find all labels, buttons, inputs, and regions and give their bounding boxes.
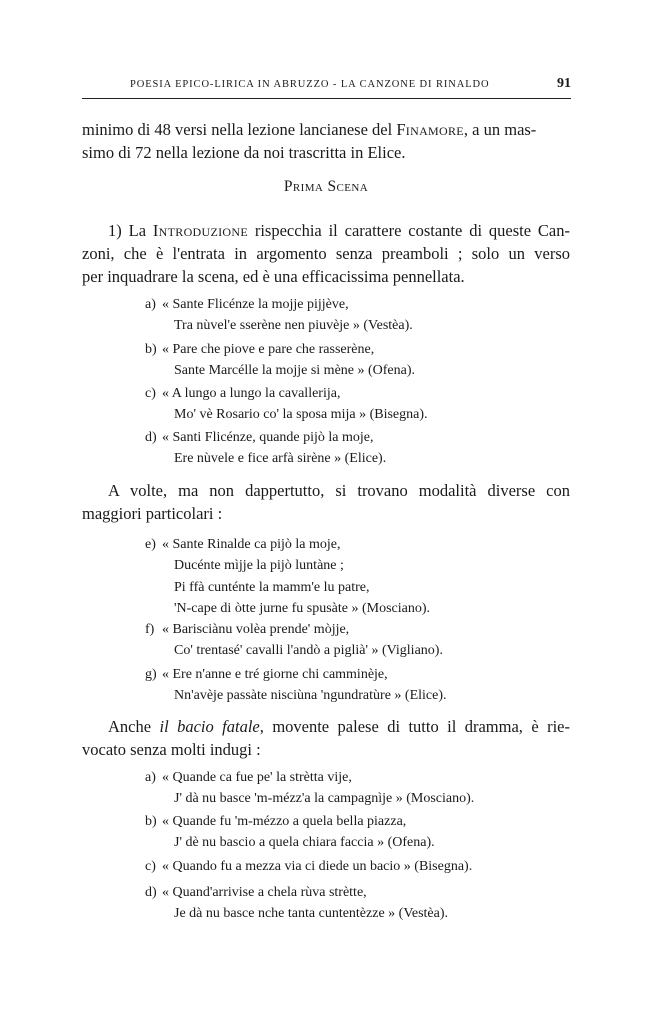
paragraph-line: vocato senza molti indugi : — [82, 740, 261, 759]
paragraph-line: A volte, ma non dappertutto, si trovano modalità diverse con — [108, 481, 570, 500]
verse-line: Mo' vè Rosario co' la sposa mija » (Bisegna). — [174, 407, 428, 423]
running-header — [82, 76, 571, 99]
verse-line: « Sante Flicénze la mojje pijjève, — [162, 297, 349, 312]
verse-line: Je dà nu basce nche tanta cuntentèzze » (Vestèa). — [174, 906, 449, 922]
verse-label: b) — [145, 342, 157, 357]
verse-line: « Quande ca fue pe' la strètta vije, — [162, 770, 352, 785]
verse-line: 'N-cape di òtte jurne fu spusàte » (Mosciano). — [174, 601, 430, 617]
section-heading: Prima Scena — [283, 178, 369, 195]
verse-label: a) — [145, 297, 156, 312]
paragraph-intro — [82, 118, 570, 164]
verse-line: J' dè nu bascio a quela chiara faccia » (Ofena). — [174, 835, 435, 851]
verse-label: g) — [145, 667, 157, 682]
verse-label: a) — [145, 770, 156, 785]
verse-label: c) — [145, 859, 156, 874]
running-title: POESIA EPICO-LIRICA IN ABRUZZO - LA CANZONE DI RINALDO — [130, 79, 490, 90]
verse-line: « Santi Flicénze, quande pijò la moje, — [162, 430, 374, 445]
paragraph-line: zoni, che è l'entrata in argomento senza preamboli ; solo un verso — [82, 244, 570, 263]
paragraph-line: minimo di 48 versi nella lezione lancianese del Finamore, a un mas- — [82, 120, 537, 139]
verse-line: Sante Marcélle la mojje si mène » (Ofena). — [174, 363, 416, 379]
verse-label: e) — [145, 537, 156, 552]
verse-label: f) — [145, 622, 155, 637]
paragraph-line: 1) La Introduzione rispecchia il carattere costante di queste Can- — [108, 221, 570, 240]
verse-line: « A lungo a lungo la cavallerija, — [162, 386, 341, 401]
verse-line: Ere nùvele e fice arfà sirène » (Elice). — [174, 451, 387, 467]
verse-line: « Barisciànu volèa prende' mòjje, — [162, 622, 350, 637]
verse-line: « Ere n'anne e tré giorne chi camminèje, — [162, 667, 388, 682]
paragraph-line: maggiori particolari : — [82, 504, 223, 523]
verse-line: « Quando fu a mezza via ci diede un bacio » (Bisegna). — [162, 859, 473, 874]
paragraph-line: per inquadrare la scena, ed è una efficacissima pennellata. — [82, 267, 465, 286]
paragraph-line: simo di 72 nella lezione da noi trascritta in Elice. — [82, 143, 406, 162]
verse-line: « Sante Rinalde ca pijò la moje, — [162, 537, 341, 552]
paragraph-modalita — [82, 479, 570, 525]
verse-line: Nn'avèje passàte nisciùna 'ngundratùre » (Elice). — [174, 688, 447, 704]
verse-line: Pi ffà cunténte la mamm'e lu patre, — [174, 579, 370, 595]
verse-label: b) — [145, 814, 157, 829]
verse-line: J' dà nu basce 'm-mézz'a la campagnìje » (Mosciano). — [174, 791, 475, 807]
author-name: Finamore — [396, 120, 464, 139]
verse-line: « Pare che piove e pare che rasserène, — [162, 342, 375, 357]
paragraph-line: Anche il bacio fatale, movente palese di tutto il dramma, è rie- — [108, 717, 571, 736]
term-introduzione: Introduzione — [152, 221, 248, 240]
paragraph-introduzione — [82, 219, 570, 288]
verse-line: Tra nùvel'e sserène nen piuvèje » (Vestèa). — [174, 318, 413, 334]
verse-label: d) — [145, 430, 157, 445]
italic-phrase: il bacio fatale — [159, 717, 260, 736]
verse-line: « Quande fu 'm-mézzo a quela bella piazza, — [162, 814, 407, 829]
page-number: 91 — [557, 76, 571, 91]
verse-label: d) — [145, 885, 157, 900]
paragraph-bacio — [82, 715, 570, 761]
verse-line: Co' trentasé' cavalli l'andò a piglià' » (Vigliano). — [174, 643, 443, 659]
verse-line: « Quand'arrivise a chela rùva strètte, — [162, 885, 367, 900]
verse-line: Ducénte mìjje la pijò luntàne ; — [174, 558, 344, 574]
verse-label: c) — [145, 386, 156, 401]
